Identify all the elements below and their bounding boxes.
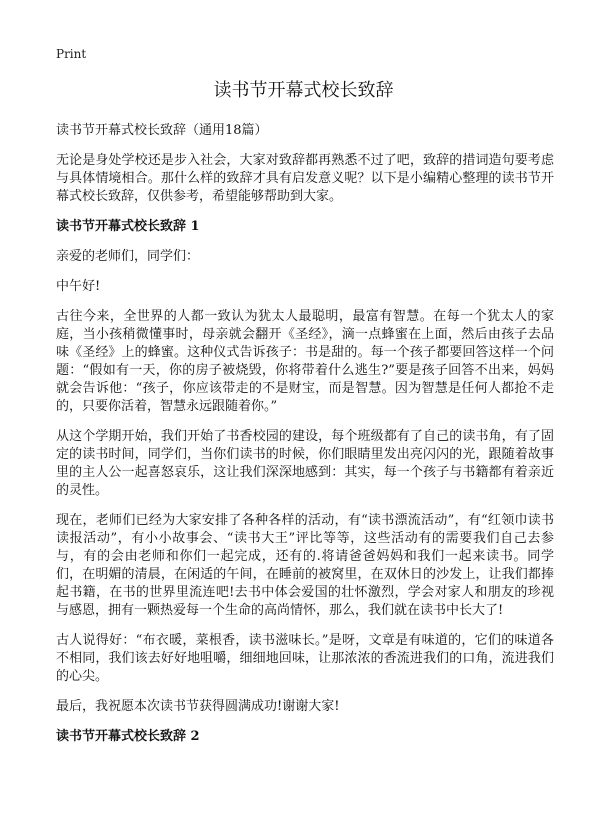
closing-paragraph: 最后，我祝愿本次读书节获得圆满成功!谢谢大家!	[56, 699, 340, 714]
body-paragraph-4: 古人说得好：“布衣暖，菜根香，读书滋味长。”是呀，文章是有味道的，它们的味道各不相同，我们该去好好地咀嚼，细细地回味，让那浓浓的香流进我们的口角，流进我们的心尖。	[56, 633, 554, 684]
section-heading-2: 读书节开幕式校长致辞 2	[56, 729, 200, 744]
document-body	[56, 122, 554, 758]
body-paragraph-1: 古往今来，全世界的人都一致认为犹太人最聪明，最富有智慧。在每一个犹太人的家庭，当小孩稍微懂事时，母亲就会翻开《圣经》，滴一点蜂蜜在上面，然后由孩子去品味《圣经》上的蜂蜜。这种仪式告诉孩子：书是甜的。每一个孩子都要回答这样一个问题：“假如有一天，你的房子被烧毁，你将带着什么逃生?”要是孩子回答不出来，妈妈就会告诉他：“孩子，你应该带走的不是财宝，而是智慧。因为智慧是任何人都抢不走的，只要你活着，智慧永远跟随着你。”	[56, 309, 554, 414]
document-subtitle: 读书节开幕式校长致辞（通用18篇）	[56, 123, 268, 138]
intro-paragraph: 无论是身处学校还是步入社会，大家对致辞都再熟悉不过了吧，致辞的措词造句要考虑与具体情境相合。那什么样的致辞才具有启发意义呢？以下是小编精心整理的读书节开幕式校长致辞，仅供参考，希望能够帮助到大家。	[56, 153, 554, 204]
body-paragraph-3: 现在，老师们已经为大家安排了各种各样的活动，有“读书漂流活动”，有“红领巾读书读报活动”，有小小故事会、“读书大王”评比等等，这些活动有的需要我们自己去参与，有的会由老师和你们一起完成，还有的.将请爸爸妈妈和我们一起来读书。同学们，在明媚的清晨，在闲适的午间，在睡前的被窝里，在双休日的沙发上，让我们都捧起书籍，在书的世界里流连吧!去书中体会爱国的壮怀激烈，学会对家人和朋友的珍视与感恩，拥有一颗热爱每一个生命的高尚情怀，那么，我们就在读书中长大了!	[56, 513, 554, 618]
body-paragraph-2: 从这个学期开始，我们开始了书香校园的建设，每个班级都有了自己的读书角，有了固定的读书时间，同学们，当你们读书的时候，你们眼睛里发出亮闪闪的光，跟随着故事里的主人公一起喜怒哀乐，这让我们深深地感到：其实，每一个孩子与书籍都有着亲近的灵性。	[56, 429, 554, 498]
print-link[interactable]: Print	[56, 47, 87, 61]
salutation-paragraph: 亲爱的老师们，同学们：	[56, 249, 200, 264]
greeting-paragraph: 中午好!	[56, 279, 101, 294]
page-title: 读书节开幕式校长致辞	[213, 80, 394, 101]
section-heading-1: 读书节开幕式校长致辞 1	[56, 219, 200, 234]
